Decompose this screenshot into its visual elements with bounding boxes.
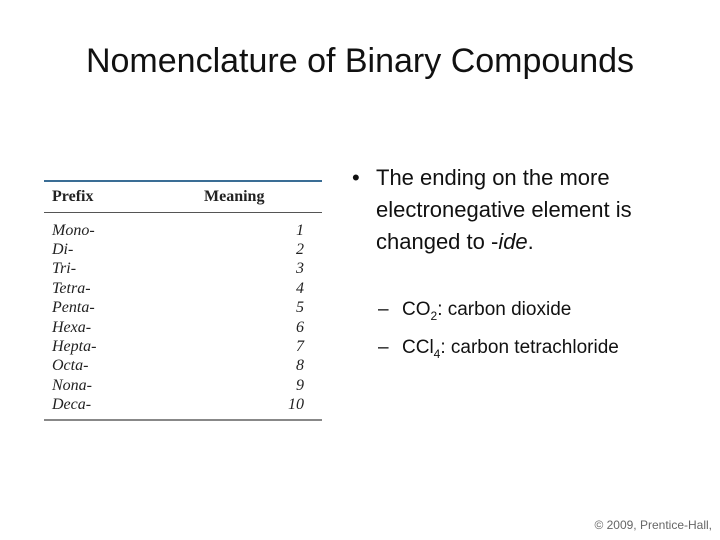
prefix-table	[44, 180, 322, 421]
prefix-cell: Tetra-	[52, 279, 91, 297]
prefix-cell: Di-	[52, 241, 74, 259]
meaning-cell: 7	[296, 338, 304, 356]
sub-bullet-co2	[378, 294, 692, 332]
meaning-cell: 3	[296, 260, 304, 278]
table-row	[44, 337, 322, 356]
table-bottom-rule	[44, 419, 322, 421]
bullet-text	[376, 162, 692, 258]
meaning-cell: 5	[296, 299, 304, 317]
table-row	[44, 299, 322, 318]
bullet-dot-icon: •	[352, 165, 360, 190]
prefix-cell: Tri-	[52, 260, 77, 278]
table-row	[44, 376, 322, 395]
meaning-cell: 1	[296, 221, 304, 239]
compound-name: : carbon dioxide	[437, 299, 572, 320]
bullet-text-ide: ide	[498, 229, 528, 254]
header-prefix: Prefix	[52, 188, 94, 205]
table-row	[44, 357, 322, 376]
formula-base: CO	[402, 299, 431, 320]
table-row	[44, 279, 322, 298]
meaning-cell: 9	[296, 376, 304, 394]
table-header-row	[44, 182, 322, 212]
bullet-list	[352, 162, 692, 370]
sub-bullet-list	[378, 294, 692, 370]
prefix-cell: Penta-	[52, 299, 95, 317]
sub-bullet-text	[402, 332, 619, 370]
table-row	[44, 240, 322, 259]
meaning-cell: 4	[296, 279, 304, 297]
table-row	[44, 318, 322, 337]
compound-name: : carbon tetrachloride	[440, 336, 619, 358]
header-meaning: Meaning	[204, 188, 265, 205]
table-body	[44, 213, 322, 415]
slide-title: Nomenclature of Binary Compounds	[85, 42, 635, 80]
prefix-cell: Nona-	[52, 376, 92, 394]
sub-bullet-text	[402, 294, 571, 332]
prefix-cell: Hexa-	[52, 318, 92, 336]
bullet-item	[352, 162, 692, 258]
table-row	[44, 260, 322, 279]
meaning-cell: 10	[288, 396, 304, 414]
dash-icon: –	[378, 336, 389, 358]
formula-subscript: 4	[433, 346, 441, 361]
table-row	[44, 221, 322, 240]
prefix-cell: Hepta-	[52, 338, 97, 356]
prefix-cell: Mono-	[52, 221, 95, 239]
formula-base: CCl	[402, 336, 434, 358]
meaning-cell: 8	[296, 357, 304, 375]
bullet-text-main: The ending on the more electronegative element is changed to -	[376, 165, 632, 254]
table-row	[44, 396, 322, 415]
prefix-cell: Deca-	[52, 396, 92, 414]
copyright-footer: © 2009, Prentice-Hall,	[594, 518, 712, 532]
meaning-cell: 2	[296, 241, 304, 259]
formula-subscript: 2	[430, 308, 438, 323]
sub-bullet-ccl4	[378, 332, 692, 370]
prefix-cell: Octa-	[52, 357, 89, 375]
meaning-cell: 6	[296, 318, 304, 336]
dash-icon: –	[378, 299, 389, 320]
bullet-text-end: .	[527, 229, 534, 254]
